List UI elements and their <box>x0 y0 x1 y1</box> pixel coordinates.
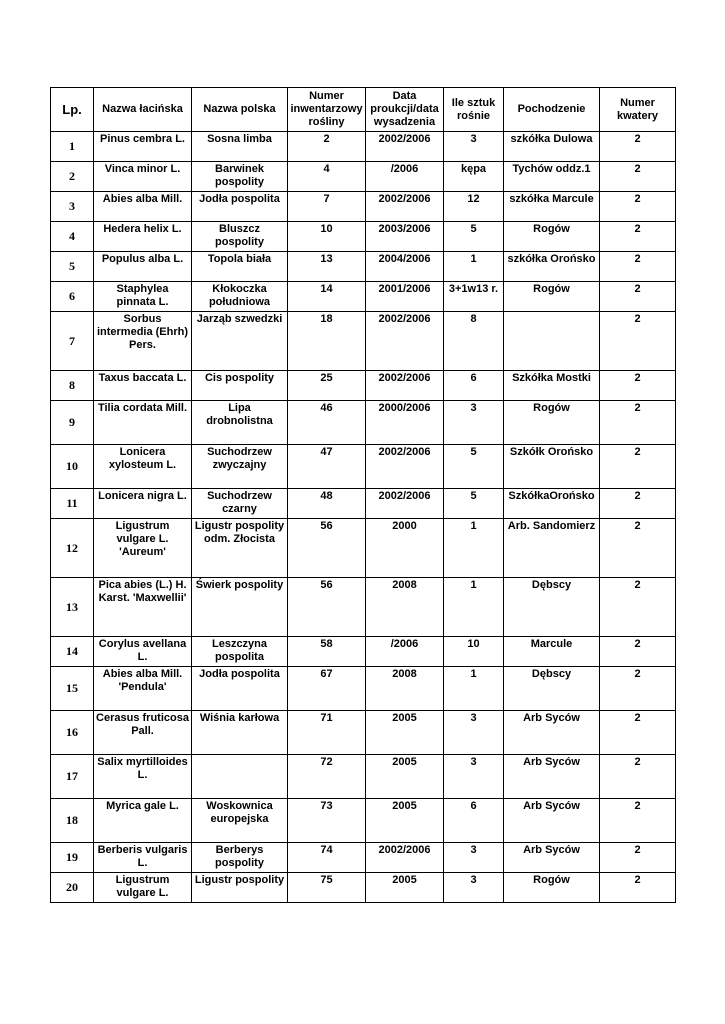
cell-plot-number: 2 <box>600 667 676 711</box>
cell-latin-name: Cerasus fruticosa Pall. <box>94 711 192 755</box>
cell-inventory-number: 56 <box>288 578 366 637</box>
cell-count: 3 <box>444 873 504 903</box>
cell-lp: 14 <box>51 637 94 667</box>
table-row <box>51 799 676 843</box>
cell-date: /2006 <box>366 162 444 192</box>
cell-polish-name: Suchodrzew zwyczajny <box>192 445 288 489</box>
cell-count: 8 <box>444 312 504 371</box>
cell-origin: Szkółka Mostki <box>504 371 600 401</box>
cell-inventory-number: 48 <box>288 489 366 519</box>
cell-polish-name: Barwinek pospolity <box>192 162 288 192</box>
cell-origin: Tychów oddz.1 <box>504 162 600 192</box>
cell-date: 2000 <box>366 519 444 578</box>
table-row <box>51 371 676 401</box>
cell-date: 2005 <box>366 873 444 903</box>
cell-origin: Arb. Sandomierz <box>504 519 600 578</box>
cell-lp: 15 <box>51 667 94 711</box>
cell-plot-number: 2 <box>600 755 676 799</box>
cell-lp: 17 <box>51 755 94 799</box>
cell-lp: 20 <box>51 873 94 903</box>
cell-plot-number: 2 <box>600 401 676 445</box>
cell-latin-name: Ligustrum vulgare L. <box>94 873 192 903</box>
cell-lp: 4 <box>51 222 94 252</box>
cell-inventory-number: 73 <box>288 799 366 843</box>
cell-inventory-number: 74 <box>288 843 366 873</box>
cell-latin-name: Pinus cembra L. <box>94 132 192 162</box>
table-row <box>51 162 676 192</box>
cell-inventory-number: 25 <box>288 371 366 401</box>
cell-date: 2005 <box>366 755 444 799</box>
cell-origin: Dębscy <box>504 667 600 711</box>
cell-polish-name: Wiśnia karłowa <box>192 711 288 755</box>
cell-date: 2002/2006 <box>366 371 444 401</box>
cell-polish-name: Berberys pospolity <box>192 843 288 873</box>
cell-origin: Arb Syców <box>504 843 600 873</box>
cell-lp: 12 <box>51 519 94 578</box>
cell-count: 1 <box>444 667 504 711</box>
cell-count: 5 <box>444 445 504 489</box>
cell-inventory-number: 46 <box>288 401 366 445</box>
table-row <box>51 578 676 637</box>
cell-lp: 5 <box>51 252 94 282</box>
cell-plot-number: 2 <box>600 162 676 192</box>
header-origin: Pochodzenie <box>504 88 600 132</box>
table-header <box>51 88 676 132</box>
cell-date: 2001/2006 <box>366 282 444 312</box>
cell-polish-name: Świerk pospolity <box>192 578 288 637</box>
cell-lp: 19 <box>51 843 94 873</box>
cell-date: 2005 <box>366 799 444 843</box>
cell-date: 2002/2006 <box>366 132 444 162</box>
cell-plot-number: 2 <box>600 282 676 312</box>
table-row <box>51 222 676 252</box>
cell-origin: szkółka Dulowa <box>504 132 600 162</box>
cell-lp: 8 <box>51 371 94 401</box>
cell-polish-name: Jodła pospolita <box>192 667 288 711</box>
cell-count: kępa <box>444 162 504 192</box>
cell-origin: Szkółk Orońsko <box>504 445 600 489</box>
cell-plot-number: 2 <box>600 578 676 637</box>
cell-latin-name: Sorbus intermedia (Ehrh) Pers. <box>94 312 192 371</box>
cell-latin-name: Taxus baccata L. <box>94 371 192 401</box>
table-row <box>51 401 676 445</box>
cell-origin: szkółka Marcule <box>504 192 600 222</box>
header-lp: Lp. <box>51 88 94 132</box>
cell-latin-name: Tilia cordata Mill. <box>94 401 192 445</box>
cell-latin-name: Berberis vulgaris L. <box>94 843 192 873</box>
cell-inventory-number: 4 <box>288 162 366 192</box>
cell-polish-name: Jarząb szwedzki <box>192 312 288 371</box>
cell-origin: Dębscy <box>504 578 600 637</box>
table-row <box>51 252 676 282</box>
cell-latin-name: Hedera helix L. <box>94 222 192 252</box>
table-row <box>51 843 676 873</box>
cell-lp: 6 <box>51 282 94 312</box>
cell-inventory-number: 18 <box>288 312 366 371</box>
table-row <box>51 445 676 489</box>
cell-latin-name: Populus alba L. <box>94 252 192 282</box>
cell-lp: 1 <box>51 132 94 162</box>
cell-date: 2008 <box>366 578 444 637</box>
cell-latin-name: Staphylea pinnata L. <box>94 282 192 312</box>
cell-polish-name: Woskownica europejska <box>192 799 288 843</box>
cell-date: 2003/2006 <box>366 222 444 252</box>
cell-latin-name: Vinca minor L. <box>94 162 192 192</box>
cell-origin: Arb Syców <box>504 755 600 799</box>
cell-count: 1 <box>444 252 504 282</box>
cell-count: 5 <box>444 489 504 519</box>
cell-count: 3+1w13 r. <box>444 282 504 312</box>
table-row <box>51 489 676 519</box>
cell-inventory-number: 2 <box>288 132 366 162</box>
cell-inventory-number: 10 <box>288 222 366 252</box>
cell-latin-name: Myrica gale L. <box>94 799 192 843</box>
cell-origin: Marcule <box>504 637 600 667</box>
cell-latin-name: Salix myrtilloides L. <box>94 755 192 799</box>
cell-inventory-number: 47 <box>288 445 366 489</box>
cell-origin: SzkółkaOrońsko <box>504 489 600 519</box>
cell-plot-number: 2 <box>600 519 676 578</box>
cell-origin <box>504 312 600 371</box>
cell-count: 3 <box>444 711 504 755</box>
cell-latin-name: Corylus avellana L. <box>94 637 192 667</box>
cell-count: 5 <box>444 222 504 252</box>
cell-origin: Rogów <box>504 222 600 252</box>
cell-inventory-number: 14 <box>288 282 366 312</box>
table-row <box>51 637 676 667</box>
cell-latin-name: Abies alba Mill. 'Pendula' <box>94 667 192 711</box>
header-latin-name: Nazwa łacińska <box>94 88 192 132</box>
cell-lp: 13 <box>51 578 94 637</box>
cell-date: 2004/2006 <box>366 252 444 282</box>
cell-origin: Rogów <box>504 401 600 445</box>
cell-count: 3 <box>444 401 504 445</box>
cell-plot-number: 2 <box>600 192 676 222</box>
cell-polish-name: Leszczyna pospolita <box>192 637 288 667</box>
table-row <box>51 192 676 222</box>
cell-lp: 18 <box>51 799 94 843</box>
cell-polish-name: Lipa drobnolistna <box>192 401 288 445</box>
cell-date: 2002/2006 <box>366 312 444 371</box>
table-row <box>51 755 676 799</box>
cell-inventory-number: 67 <box>288 667 366 711</box>
cell-polish-name: Suchodrzew czarny <box>192 489 288 519</box>
header-polish-name: Nazwa polska <box>192 88 288 132</box>
cell-origin: Rogów <box>504 282 600 312</box>
table-row <box>51 132 676 162</box>
cell-polish-name: Jodła pospolita <box>192 192 288 222</box>
cell-plot-number: 2 <box>600 489 676 519</box>
cell-latin-name: Lonicera nigra L. <box>94 489 192 519</box>
cell-plot-number: 2 <box>600 637 676 667</box>
cell-polish-name: Ligustr pospolity odm. Złocista <box>192 519 288 578</box>
cell-count: 12 <box>444 192 504 222</box>
header-date: Data proukcji/data wysadzenia <box>366 88 444 132</box>
cell-date: /2006 <box>366 637 444 667</box>
cell-inventory-number: 58 <box>288 637 366 667</box>
cell-polish-name: Bluszcz pospolity <box>192 222 288 252</box>
header-row <box>51 88 676 132</box>
cell-lp: 2 <box>51 162 94 192</box>
cell-polish-name: Ligustr pospolity <box>192 873 288 903</box>
cell-date: 2002/2006 <box>366 192 444 222</box>
cell-origin: Arb Syców <box>504 799 600 843</box>
plant-inventory-table <box>50 87 676 903</box>
cell-date: 2008 <box>366 667 444 711</box>
cell-latin-name: Lonicera xylosteum L. <box>94 445 192 489</box>
cell-plot-number: 2 <box>600 843 676 873</box>
cell-lp: 11 <box>51 489 94 519</box>
cell-plot-number: 2 <box>600 799 676 843</box>
cell-count: 3 <box>444 132 504 162</box>
cell-date: 2002/2006 <box>366 489 444 519</box>
header-plot-number: Numer kwatery <box>600 88 676 132</box>
cell-lp: 16 <box>51 711 94 755</box>
cell-origin: Arb Syców <box>504 711 600 755</box>
cell-latin-name: Pica abies (L.) H. Karst. 'Maxwellii' <box>94 578 192 637</box>
table-row <box>51 711 676 755</box>
cell-lp: 10 <box>51 445 94 489</box>
table-row <box>51 873 676 903</box>
cell-lp: 7 <box>51 312 94 371</box>
cell-count: 3 <box>444 755 504 799</box>
cell-polish-name: Sosna limba <box>192 132 288 162</box>
cell-plot-number: 2 <box>600 132 676 162</box>
cell-plot-number: 2 <box>600 312 676 371</box>
table-row <box>51 667 676 711</box>
cell-plot-number: 2 <box>600 873 676 903</box>
cell-plot-number: 2 <box>600 252 676 282</box>
cell-date: 2002/2006 <box>366 843 444 873</box>
cell-lp: 9 <box>51 401 94 445</box>
cell-inventory-number: 56 <box>288 519 366 578</box>
cell-plot-number: 2 <box>600 222 676 252</box>
cell-polish-name: Cis pospolity <box>192 371 288 401</box>
cell-count: 3 <box>444 843 504 873</box>
table-row <box>51 282 676 312</box>
cell-lp: 3 <box>51 192 94 222</box>
cell-date: 2000/2006 <box>366 401 444 445</box>
cell-polish-name: Topola biała <box>192 252 288 282</box>
cell-origin: szkółka Orońsko <box>504 252 600 282</box>
cell-plot-number: 2 <box>600 371 676 401</box>
table-body <box>51 132 676 903</box>
cell-count: 6 <box>444 799 504 843</box>
cell-origin: Rogów <box>504 873 600 903</box>
header-inventory-number: Numer inwentarzowy rośliny <box>288 88 366 132</box>
cell-polish-name <box>192 755 288 799</box>
cell-polish-name: Kłokoczka południowa <box>192 282 288 312</box>
cell-count: 10 <box>444 637 504 667</box>
cell-inventory-number: 7 <box>288 192 366 222</box>
cell-date: 2005 <box>366 711 444 755</box>
cell-latin-name: Ligustrum vulgare L. 'Aureum' <box>94 519 192 578</box>
cell-date: 2002/2006 <box>366 445 444 489</box>
cell-inventory-number: 72 <box>288 755 366 799</box>
cell-plot-number: 2 <box>600 445 676 489</box>
header-count: Ile sztuk rośnie <box>444 88 504 132</box>
cell-latin-name: Abies alba Mill. <box>94 192 192 222</box>
cell-inventory-number: 75 <box>288 873 366 903</box>
cell-count: 1 <box>444 578 504 637</box>
cell-plot-number: 2 <box>600 711 676 755</box>
table-row <box>51 519 676 578</box>
cell-inventory-number: 13 <box>288 252 366 282</box>
cell-count: 1 <box>444 519 504 578</box>
cell-inventory-number: 71 <box>288 711 366 755</box>
table-row <box>51 312 676 371</box>
cell-count: 6 <box>444 371 504 401</box>
